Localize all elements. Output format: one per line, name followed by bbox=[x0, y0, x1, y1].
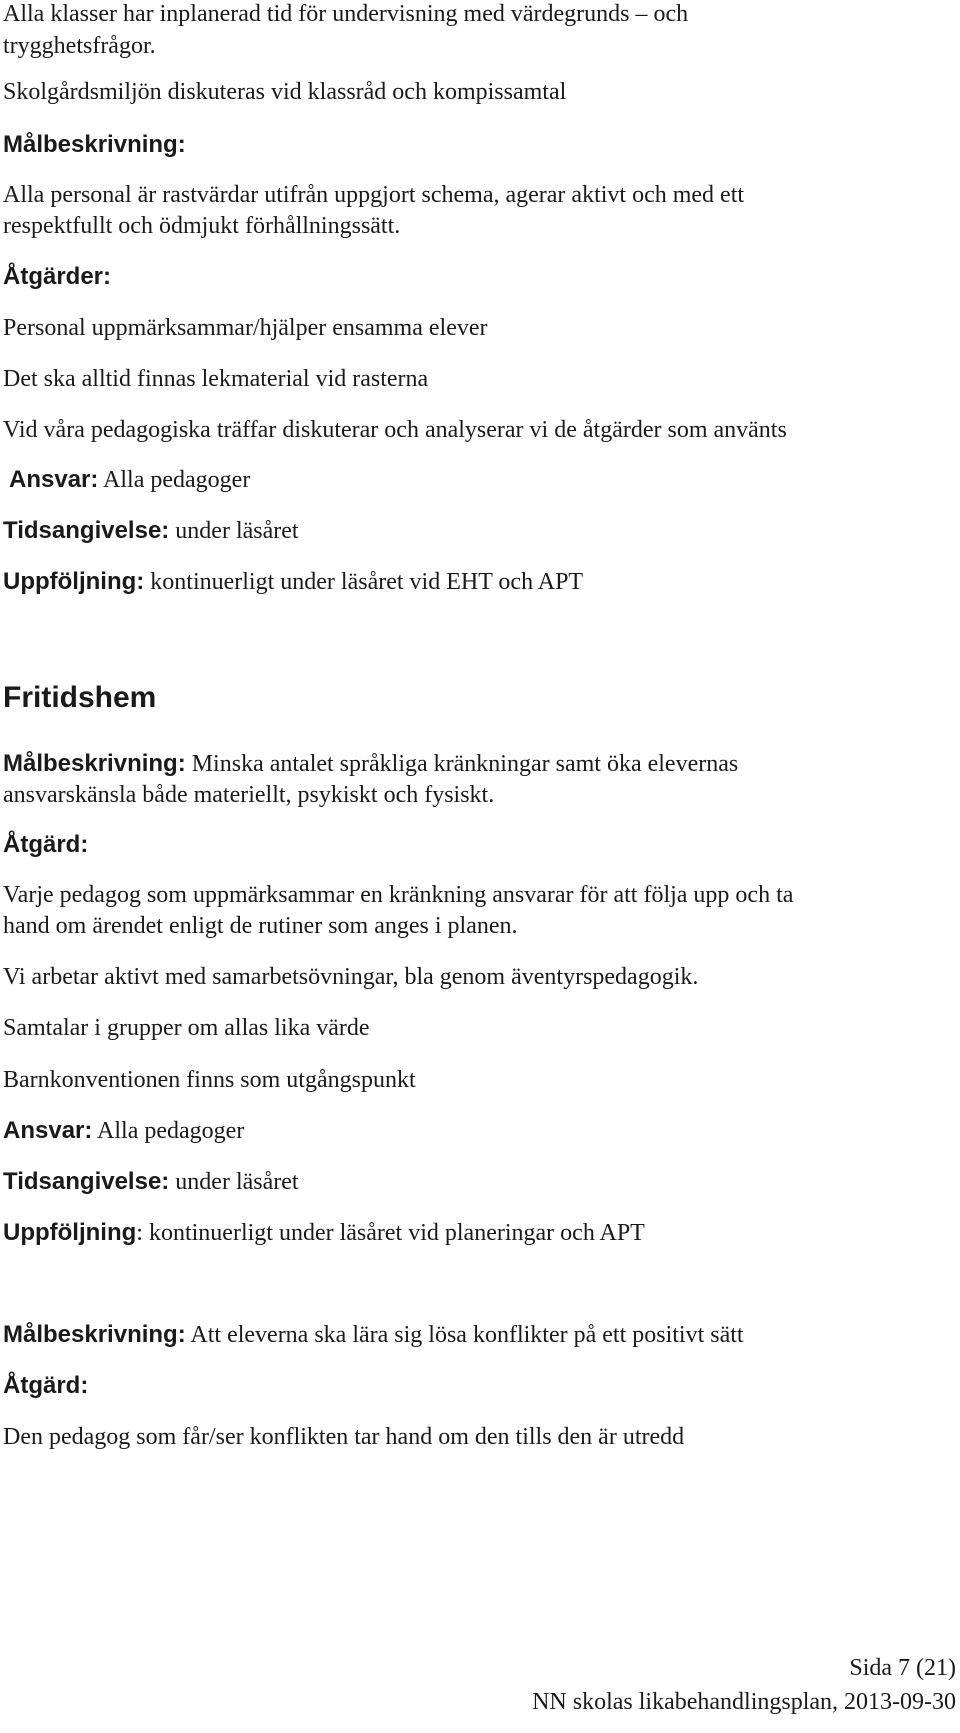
page-number: Sida 7 (21) bbox=[849, 1655, 956, 1681]
text-line: Samtalar i grupper om allas lika värde bbox=[3, 1015, 370, 1041]
document-footer: NN skolas likabehandlingsplan, 2013-09-30 bbox=[532, 1689, 956, 1715]
ansvar-label: Ansvar: bbox=[3, 1117, 93, 1144]
ansvar-label: Ansvar: bbox=[9, 466, 99, 493]
ansvar-line bbox=[9, 468, 250, 492]
tidsangivelse-label: Tidsangivelse: bbox=[3, 517, 170, 544]
uppfoljning-label: Uppföljning bbox=[3, 1219, 137, 1246]
text-line: Vi arbetar aktivt med samarbetsövningar, bla genom äventyrspedagogik. bbox=[3, 964, 699, 990]
malbeskrivning-value: Att eleverna ska lära sig lösa konflikter på ett positivt sätt bbox=[185, 1322, 744, 1348]
label-atgarder: Åtgärder: bbox=[3, 263, 112, 290]
text-line: Alla personal är rastvärdar utifrån uppgjort schema, agerar aktivt och med ett bbox=[3, 182, 745, 208]
text-line: Det ska alltid finnas lekmaterial vid rasterna bbox=[3, 366, 429, 392]
malbeskrivning-line bbox=[3, 752, 738, 776]
text-line: ansvarskänsla både materiellt, psykiskt och fysiskt. bbox=[3, 782, 495, 808]
section-heading-fritidshem: Fritidshem bbox=[3, 681, 157, 714]
ansvar-value: Alla pedagoger bbox=[92, 1118, 245, 1144]
tidsangivelse-value: under läsåret bbox=[169, 1169, 299, 1195]
label-atgard: Åtgärd: bbox=[3, 1372, 89, 1399]
text-line: Den pedagog som får/ser konflikten tar hand om den tills den är utredd bbox=[3, 1424, 685, 1450]
label-malbeskrivning: Målbeskrivning: bbox=[3, 131, 186, 158]
malbeskrivning-line bbox=[3, 1323, 744, 1347]
uppfoljning-label: Uppföljning: bbox=[3, 568, 145, 595]
uppfoljning-value: : kontinuerligt under läsåret vid planeringar och APT bbox=[136, 1220, 645, 1246]
text-line: Barnkonventionen finns som utgångspunkt bbox=[3, 1067, 416, 1093]
tidsangivelse-line bbox=[3, 1170, 299, 1194]
uppfoljning-line bbox=[3, 1221, 645, 1245]
label-atgard: Åtgärd: bbox=[3, 831, 89, 858]
tidsangivelse-line bbox=[3, 519, 299, 543]
malbeskrivning-label: Målbeskrivning: bbox=[3, 1321, 186, 1348]
text-line: hand om ärendet enligt de rutiner som anges i planen. bbox=[3, 913, 518, 939]
text-line: respektfullt och ödmjukt förhållningssätt. bbox=[3, 213, 401, 239]
tidsangivelse-value: under läsåret bbox=[169, 518, 299, 544]
ansvar-value: Alla pedagoger bbox=[98, 467, 251, 493]
text-line: Alla klasser har inplanerad tid för undervisning med värdegrunds – och bbox=[3, 1, 689, 27]
ansvar-line bbox=[3, 1119, 244, 1143]
uppfoljning-value: kontinuerligt under läsåret vid EHT och APT bbox=[144, 569, 584, 595]
text-line: Vid våra pedagogiska träffar diskuterar och analyserar vi de åtgärder som använts bbox=[3, 417, 787, 443]
tidsangivelse-label: Tidsangivelse: bbox=[3, 1168, 170, 1195]
malbeskrivning-label: Målbeskrivning: bbox=[3, 750, 186, 777]
text-line: trygghetsfrågor. bbox=[3, 33, 156, 59]
uppfoljning-line bbox=[3, 570, 583, 594]
text-line: Personal uppmärksammar/hjälper ensamma elever bbox=[3, 315, 488, 341]
text-line: Skolgårdsmiljön diskuteras vid klassråd och kompissamtal bbox=[3, 79, 567, 105]
text-line: Varje pedagog som uppmärksammar en kränkning ansvarar för att följa upp och ta bbox=[3, 882, 794, 908]
malbeskrivning-value: Minska antalet språkliga kränkningar samt öka elevernas bbox=[185, 751, 739, 777]
